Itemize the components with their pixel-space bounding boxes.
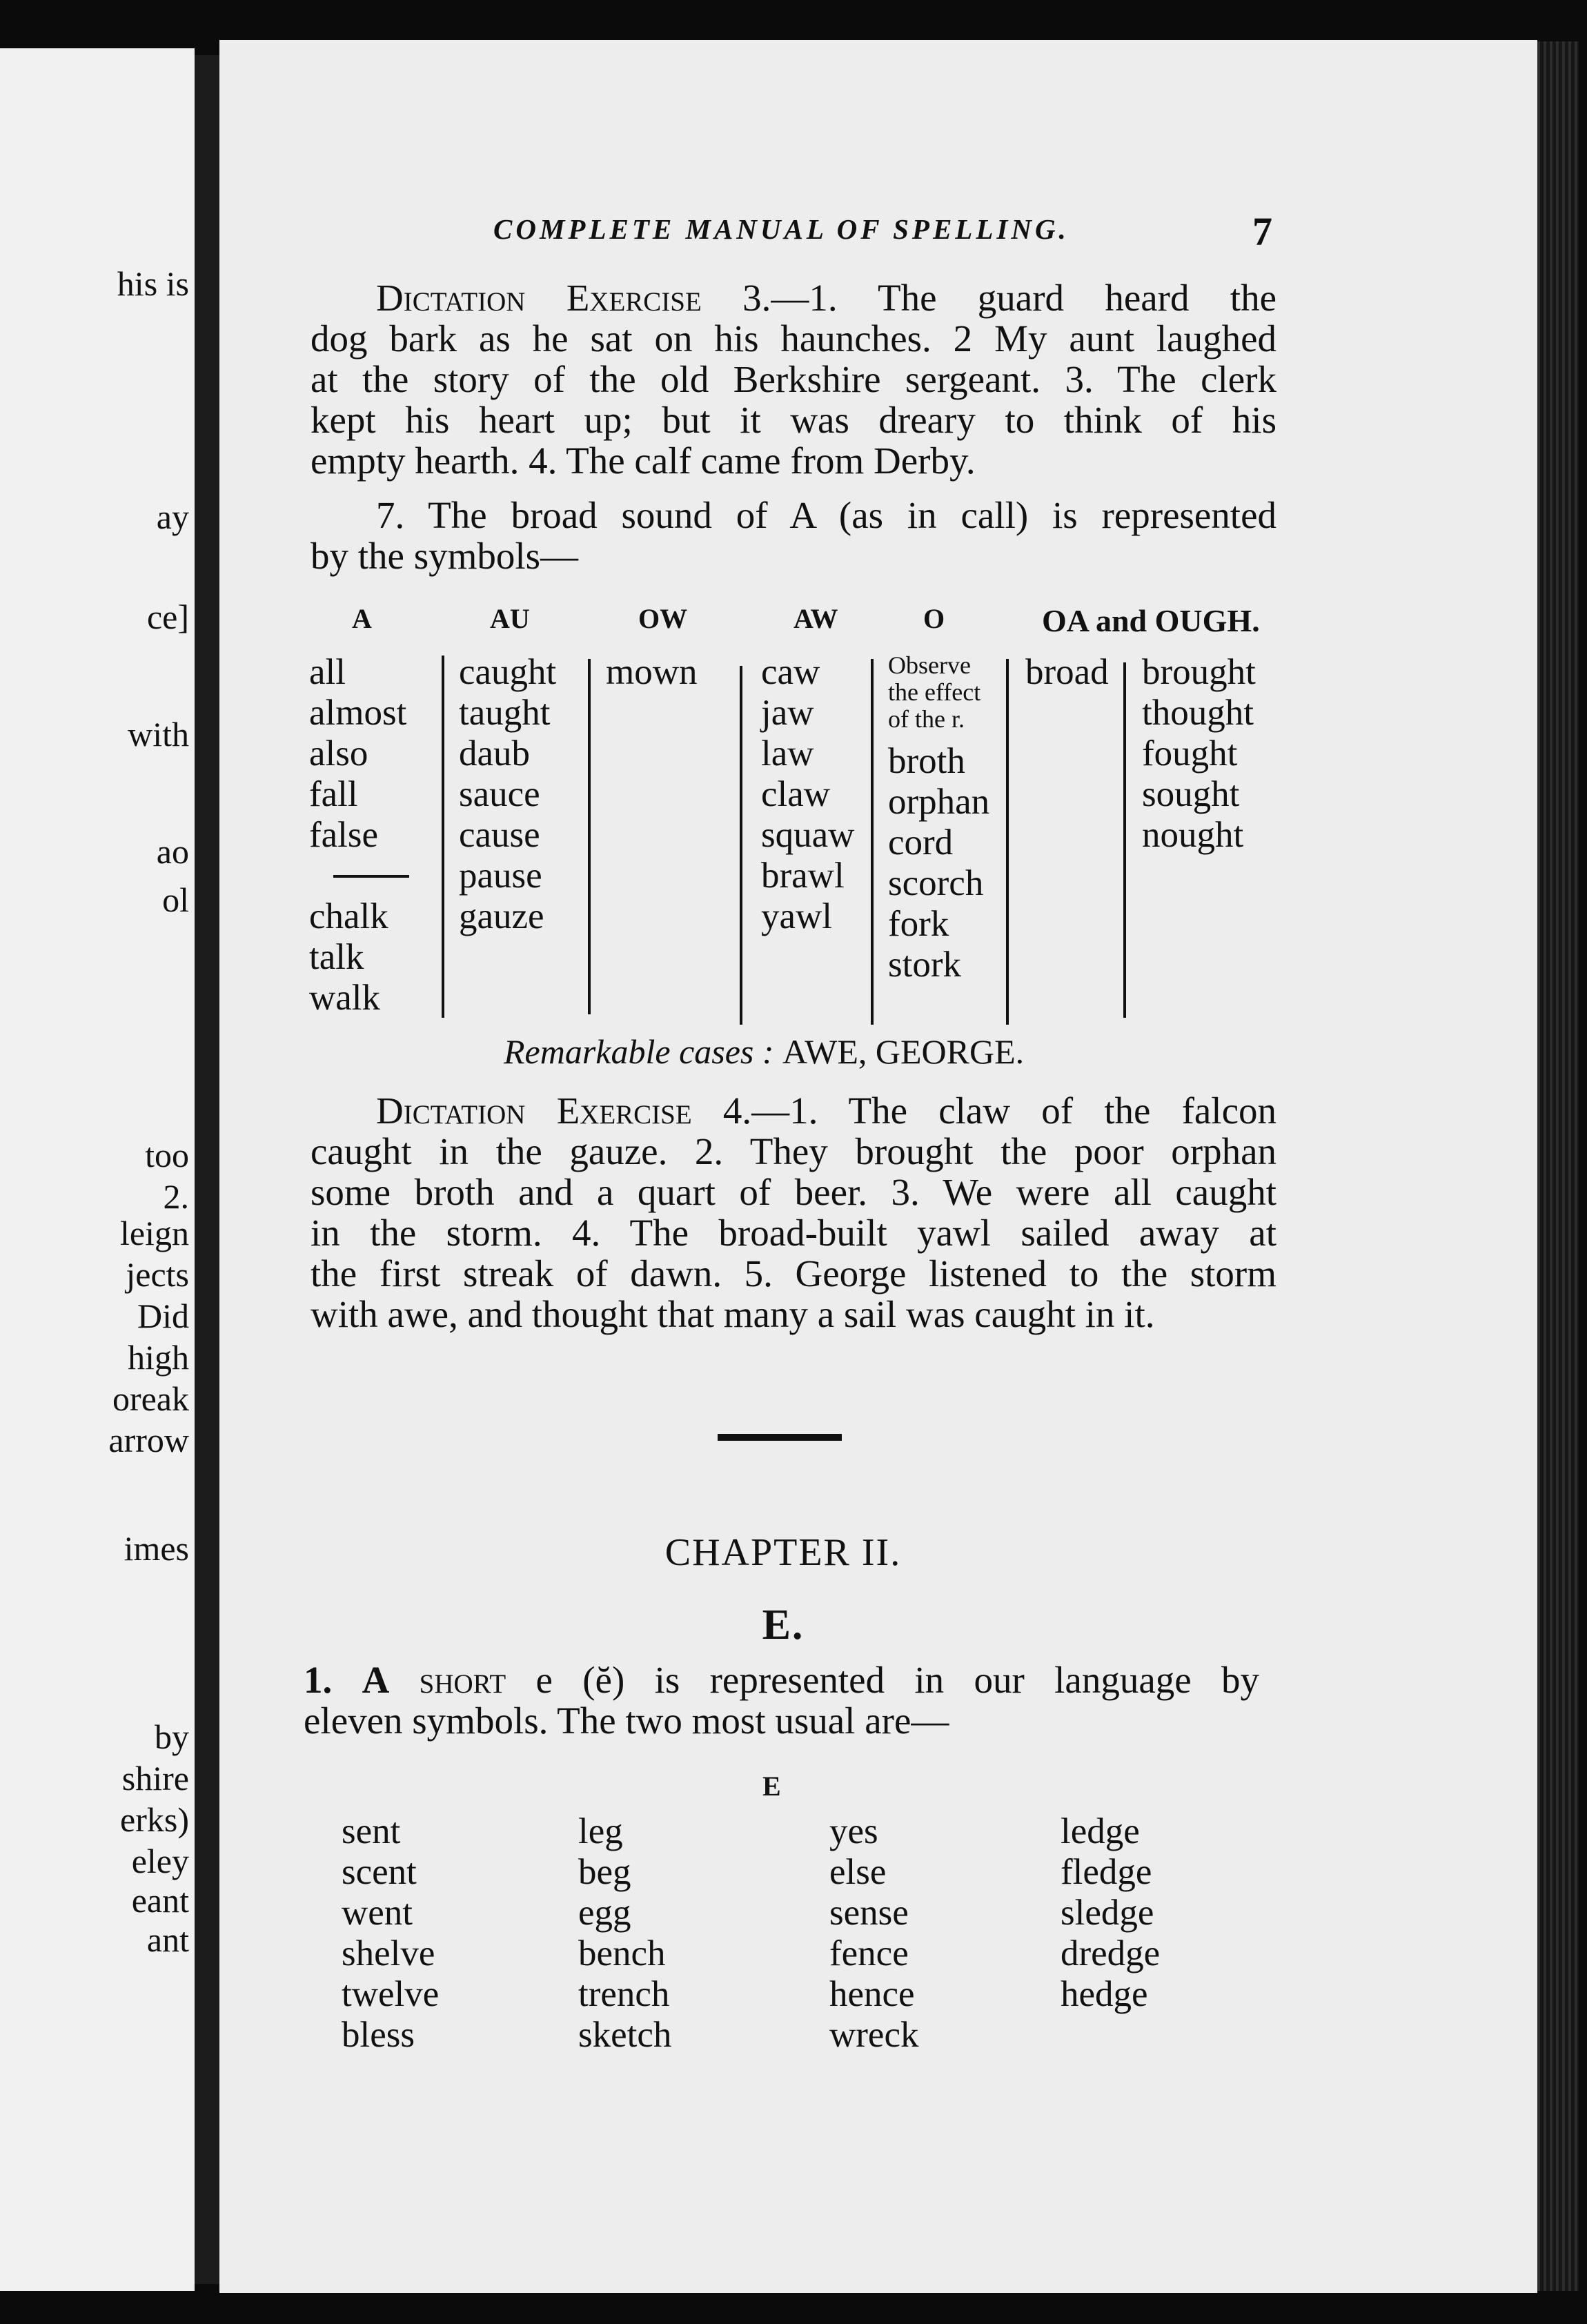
paragraph-line: the first streak of dawn. 5. George listened to the storm (310, 1252, 1276, 1294)
word: fall (309, 774, 358, 814)
word: sought (1142, 774, 1240, 814)
left-page-text: eant (131, 1881, 189, 1920)
word: stork (888, 945, 961, 985)
paragraph-line: caught in the gauze. 2. They brought the poor orphan (310, 1130, 1276, 1172)
dash-separator (309, 856, 406, 896)
word: hence (829, 1974, 915, 2014)
left-page-text: shire (121, 1759, 189, 1798)
left-page-text: too (145, 1136, 189, 1174)
word: fledge (1061, 1852, 1152, 1892)
paragraph-line: some broth and a quart of beer. 3. We were all caught (310, 1171, 1276, 1213)
word: trench (578, 1974, 670, 2014)
left-page-text: his is (117, 264, 189, 303)
column-au (459, 652, 556, 937)
word: sketch (578, 2015, 672, 2055)
left-page-text: ay (156, 498, 189, 536)
word: scorch (888, 863, 984, 903)
word: sledge (1061, 1893, 1154, 1933)
paragraph-line: in the storm. 4. The broad-built yawl sailed away at (310, 1212, 1276, 1254)
paragraph-line: kept his heart up; but it was dreary to think of his (310, 399, 1276, 441)
note-text: of the r. (888, 705, 965, 733)
dictation-exercise-4 (310, 1090, 1276, 1335)
column-ow (606, 652, 698, 693)
word: all (309, 652, 346, 692)
paragraph-line: with awe, and thought that many a sail was caught in it. (310, 1293, 1155, 1335)
page-edges (1537, 41, 1579, 2291)
word: went (342, 1893, 413, 1933)
exercise-text: The guard heard the (877, 277, 1276, 319)
word: orphan (888, 782, 990, 822)
left-page-fragment (0, 48, 195, 2291)
word: pause (459, 856, 542, 896)
word: nought (1142, 815, 1244, 855)
exercise-number: 4.—1. (722, 1090, 818, 1132)
word: ledge (1061, 1811, 1140, 1851)
left-page-text: ce] (146, 598, 189, 636)
word: shelve (342, 1933, 435, 1973)
word: egg (578, 1893, 631, 1933)
running-head: COMPLETE MANUAL OF SPELLING. (493, 213, 1070, 245)
word: almost (309, 693, 407, 733)
left-page-text: ant (146, 1920, 189, 1959)
word: squaw (761, 815, 855, 855)
word: else (829, 1852, 887, 1892)
section-text: e (ĕ) is represented in our language by (535, 1659, 1259, 1701)
word: thought (1142, 693, 1254, 733)
chapter-title: CHAPTER II. (664, 1531, 902, 1574)
word: talk (309, 937, 364, 977)
column-o (888, 652, 989, 985)
word: yawl (761, 896, 833, 936)
left-page-text: ao (156, 832, 189, 871)
table-header: E (762, 1771, 781, 1802)
paragraph-line (304, 1660, 1259, 1700)
word: walk (309, 978, 381, 1018)
book-binding (195, 55, 222, 2284)
word: daub (459, 733, 531, 774)
column-divider (1123, 662, 1126, 1018)
e-column (342, 1811, 439, 2056)
column-divider (588, 659, 591, 1014)
word: bless (342, 2015, 415, 2055)
column-divider (871, 659, 874, 1025)
paragraph-line: empty hearth. 4. The calf came from Derby. (310, 440, 976, 482)
left-page-text: with (128, 715, 189, 754)
paragraph-line: by the symbols— (310, 535, 579, 577)
word: brought (1142, 652, 1256, 692)
word: hedge (1061, 1974, 1148, 2014)
chapter-letter: E. (762, 1602, 805, 1648)
word: dredge (1061, 1933, 1161, 1973)
column-a (309, 652, 406, 1018)
page-number: 7 (1252, 209, 1272, 254)
column-divider (1006, 659, 1009, 1025)
word: cord (888, 823, 954, 863)
left-page-text: 2. (163, 1177, 189, 1216)
word: mown (606, 652, 698, 692)
note-text: the effect (888, 678, 981, 706)
word: sense (829, 1893, 909, 1933)
word: also (309, 733, 368, 774)
exercise-text: The claw of the falcon (848, 1090, 1276, 1132)
word: taught (459, 693, 551, 733)
paragraph-line: at the story of the old Berkshire sergeant. 3. The clerk (310, 358, 1276, 400)
word: claw (761, 774, 831, 814)
word: gauze (459, 896, 544, 936)
word: cause (459, 815, 540, 855)
word: twelve (342, 1974, 440, 2014)
section-number: 1. (304, 1659, 333, 1701)
word: law (761, 733, 814, 774)
section-7 (310, 495, 1276, 576)
word: bench (578, 1933, 666, 1973)
word: sauce (459, 774, 540, 814)
word: caw (761, 652, 820, 692)
paragraph-line: 7. The broad sound of A (as in call) is represented (376, 494, 1276, 536)
word: jaw (761, 693, 814, 733)
word: scent (342, 1852, 417, 1892)
dictation-exercise-3 (310, 277, 1276, 481)
word: leg (578, 1811, 623, 1851)
e-column (578, 1811, 671, 2056)
note-text: Observe (888, 651, 971, 679)
exercise-number: 3.—1. (742, 277, 838, 319)
table-header: OA and OUGH. (1042, 603, 1260, 638)
word: fought (1142, 733, 1238, 774)
e-column (829, 1811, 918, 2056)
left-page-text: ol (162, 880, 189, 919)
word: chalk (309, 896, 388, 936)
word: broad (1025, 652, 1109, 692)
left-page-text: oreak (112, 1379, 189, 1418)
column-divider (740, 666, 742, 1025)
section-rule (718, 1434, 842, 1441)
word: fork (888, 904, 949, 944)
exercise-title: Dictation Exercise (376, 1090, 692, 1132)
left-page-text: by (155, 1717, 189, 1756)
left-page-text: eley (131, 1842, 189, 1880)
exercise-title: Dictation Exercise (376, 277, 702, 319)
paragraph-line: dog bark as he sat on his haunches. 2 My aunt laughed (310, 317, 1276, 360)
left-page-text: jects (126, 1255, 189, 1294)
e-column (1061, 1811, 1160, 2015)
left-page-text: erks) (120, 1800, 189, 1839)
table-header: AW (793, 603, 838, 634)
column-ough (1142, 652, 1256, 856)
word: brawl (761, 856, 845, 896)
word: sent (342, 1811, 401, 1851)
column-aw (761, 652, 854, 937)
section-letter: A (362, 1659, 390, 1701)
section-1 (304, 1660, 1259, 1741)
left-page-text: arrow (108, 1421, 189, 1459)
word: wreck (829, 2015, 919, 2055)
remark-label: Remarkable cases : (504, 1032, 774, 1071)
table-header: O (923, 603, 945, 634)
remark-words: AWE, GEORGE. (782, 1032, 1025, 1071)
word: yes (829, 1811, 878, 1851)
paragraph-line (310, 1090, 1276, 1131)
paragraph-line (310, 277, 1276, 318)
left-page-text: leign (120, 1214, 189, 1252)
word: fence (829, 1933, 909, 1973)
word: caught (459, 652, 557, 692)
column-oa (1025, 652, 1109, 693)
word: beg (578, 1852, 631, 1892)
column-divider (442, 656, 444, 1018)
table-header: OW (638, 603, 688, 634)
left-page-text: imes (124, 1529, 189, 1568)
table-header: AU (490, 603, 530, 634)
remarkable-cases (504, 1032, 1024, 1072)
paragraph-line: eleven symbols. The two most usual are— (304, 1700, 949, 1742)
word: broth (888, 741, 965, 781)
word: false (309, 815, 379, 855)
left-page-text: Did (137, 1297, 189, 1335)
short-label: short (419, 1659, 506, 1701)
left-page-text: high (128, 1338, 189, 1377)
table-header: A (352, 603, 372, 634)
